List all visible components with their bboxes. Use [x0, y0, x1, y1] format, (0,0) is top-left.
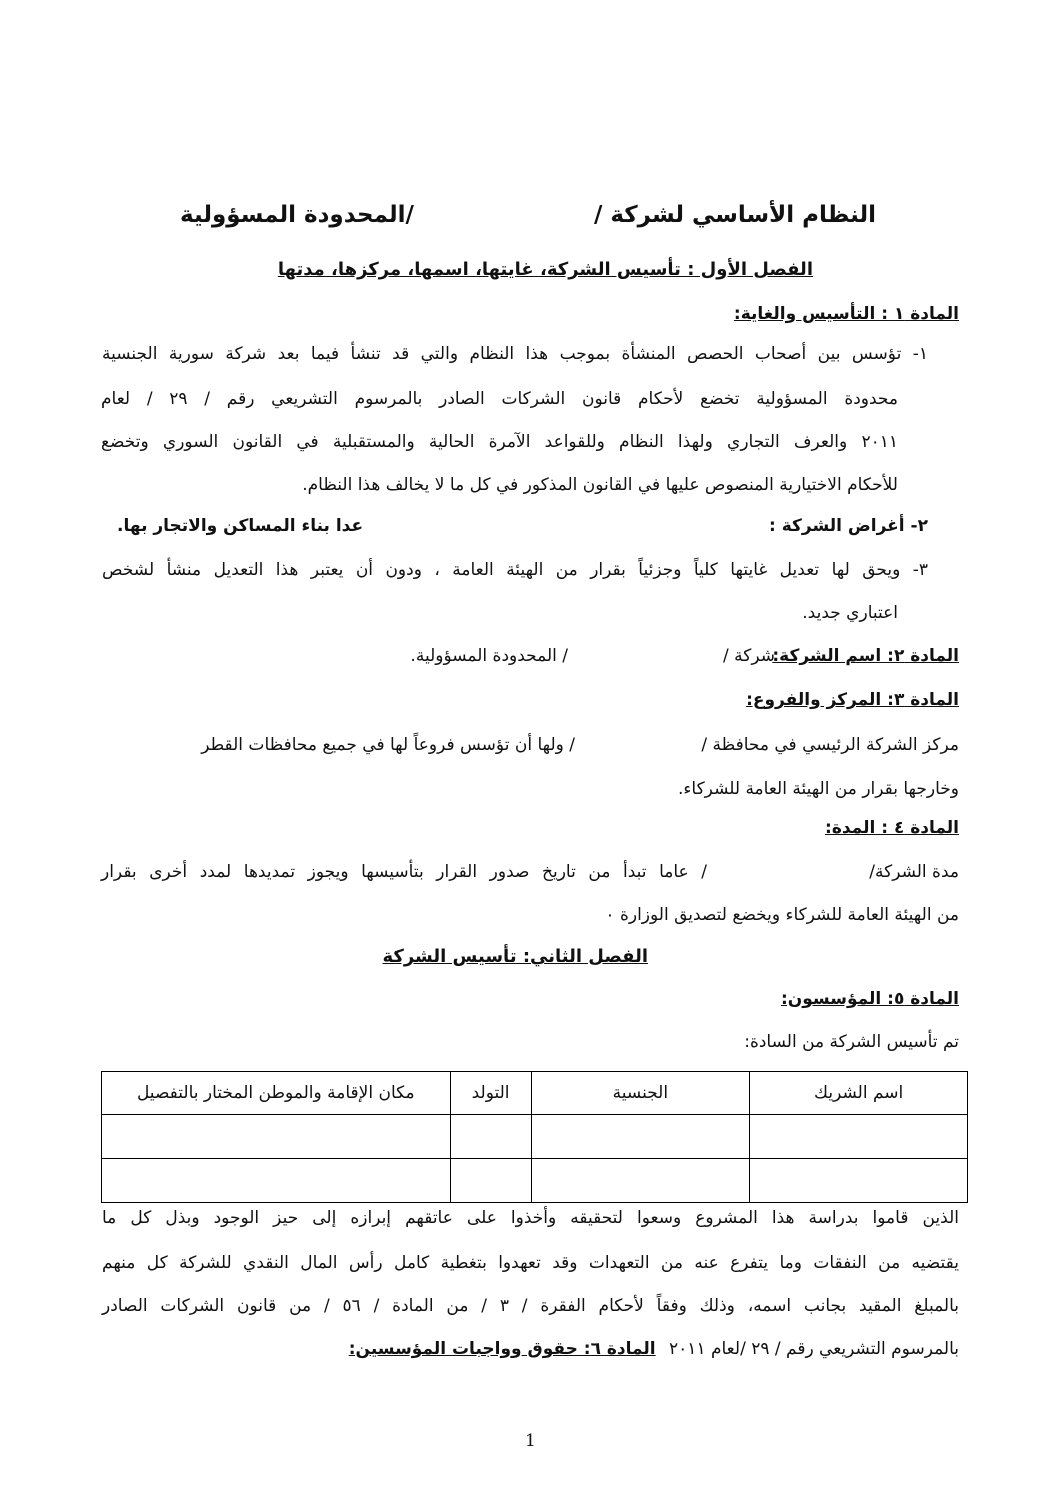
- company-name-suffix: / المحدودة المسؤولية.: [410, 646, 568, 666]
- article-5-after-line-2: يقتضيه من النفقات وما يتفرع عنه من التعهدات وقد تعهدوا بتغطية كامل رأس المال النقدي للشركة كل منهم: [102, 1253, 959, 1273]
- article-4-line-2: من الهيئة العامة للشركاء ويخضع لتصديق الوزارة ٠: [605, 905, 959, 925]
- article-1-line-1: ١- تؤسس بين أصحاب الحصص المنشأة بموجب هذا النظام والتي قد تنشأ فيما بعد شركة سورية الجنسية: [102, 344, 928, 364]
- article-1-line-2: محدودة المسؤولية تخضع لأحكام قانون الشركات الصادر بالمرسوم التشريعي رقم / ٢٩ / لعام: [101, 389, 899, 409]
- article-1-line-4: للأحكام الاختيارية المنصوص عليها في القانون المذكور في كل ما لا يخالف هذا النظام.: [302, 475, 898, 495]
- table-cell: [750, 1159, 968, 1203]
- article-3-line-1-part-1: مركز الشركة الرئيسي في محافظة /: [701, 735, 959, 755]
- table-cell: [531, 1115, 750, 1159]
- purposes-label: ٢- أغراض الشركة :: [769, 516, 928, 536]
- article-1-item-3-line-1: ٣- ويحق لها تعديل غايتها كلياً وجزئياً بقرار من الهيئة العامة ، ودون أن يعتبر هذا التعديل منشأ لشخص: [102, 560, 928, 580]
- table-header-row: [102, 1072, 968, 1115]
- column-header-partner-name: اسم الشريك: [750, 1072, 968, 1115]
- table-row: [102, 1159, 968, 1203]
- title-right: /المحدودة المسؤولية: [180, 202, 414, 228]
- article-5-after-line-1: الذين قاموا بدراسة هذا المشروع وسعوا لتحقيقه وأخذوا على عاتقهم إبرازه إلى حيز الوجود وبذل كل ما: [102, 1208, 959, 1228]
- article-1-item-3-line-2: اعتباري جديد.: [802, 603, 898, 623]
- article-2-heading: المادة ٢: اسم الشركة:: [772, 646, 959, 666]
- purposes-value: عدا بناء المساكن والاتجار بها.: [117, 516, 364, 536]
- article-5-heading: المادة ٥: المؤسسون:: [780, 989, 959, 1009]
- article-3-heading: المادة ٣: المركز والفروع:: [746, 690, 959, 710]
- table-cell: [102, 1159, 451, 1203]
- table-cell: [450, 1159, 531, 1203]
- company-name-prefix: شركة /: [723, 646, 775, 666]
- article-4-line-1-part-1: مدة الشركة/: [869, 862, 959, 882]
- article-3-line-1-part-2: / ولها أن تؤسس فروعاً لها في جميع محافظات القطر: [201, 735, 575, 755]
- chapter-1-heading: الفصل الأول : تأسيس الشركة، غايتها، اسمها، مركزها، مدتها: [277, 259, 813, 280]
- column-header-residence: مكان الإقامة والموطن المختار بالتفصيل: [102, 1072, 451, 1115]
- article-5-after-line-3: بالمبلغ المقيد بجانب اسمه، وذلك وفقاً لأحكام الفقرة / ٣ / من المادة / ٥٦ / من قانون الشركات الصادر: [102, 1296, 959, 1316]
- article-3-line-2: وخارجها بقرار من الهيئة العامة للشركاء.: [678, 779, 959, 799]
- founders-intro: تم تأسيس الشركة من السادة:: [744, 1032, 959, 1052]
- table-cell: [750, 1115, 968, 1159]
- article-1-line-3: ٢٠١١ والعرف التجاري ولهذا النظام وللقواعد الآمرة الحالية والمستقبلية في القانون السوري وتخضع: [101, 432, 898, 452]
- founders-table: [101, 1071, 968, 1203]
- page-number: 1: [525, 1431, 536, 1451]
- column-header-birth: التولد: [450, 1072, 531, 1115]
- article-6-heading: المادة ٦: حقوق وواجبات المؤسسين:: [348, 1339, 656, 1359]
- article-5-last-line: [349, 1339, 959, 1359]
- chapter-2-heading: الفصل الثاني: تأسيس الشركة: [382, 946, 648, 967]
- table-row: [102, 1115, 968, 1159]
- table-cell: [102, 1115, 451, 1159]
- title-left: النظام الأساسي لشركة /: [593, 202, 876, 228]
- article-1-heading: المادة ١ : التأسيس والغاية:: [733, 304, 959, 324]
- article-5-last-line-text: بالمرسوم التشريعي رقم / ٢٩ /لعام ٢٠١١: [669, 1339, 959, 1359]
- table-cell: [450, 1115, 531, 1159]
- column-header-nationality: الجنسية: [531, 1072, 750, 1115]
- article-4-line-1-part-2: / عاما تبدأ من تاريخ صدور القرار بتأسيسها ويجوز تمديدها لمدد أخرى بقرار: [101, 862, 707, 882]
- article-4-heading: المادة ٤ : المدة:: [825, 818, 959, 838]
- table-cell: [531, 1159, 750, 1203]
